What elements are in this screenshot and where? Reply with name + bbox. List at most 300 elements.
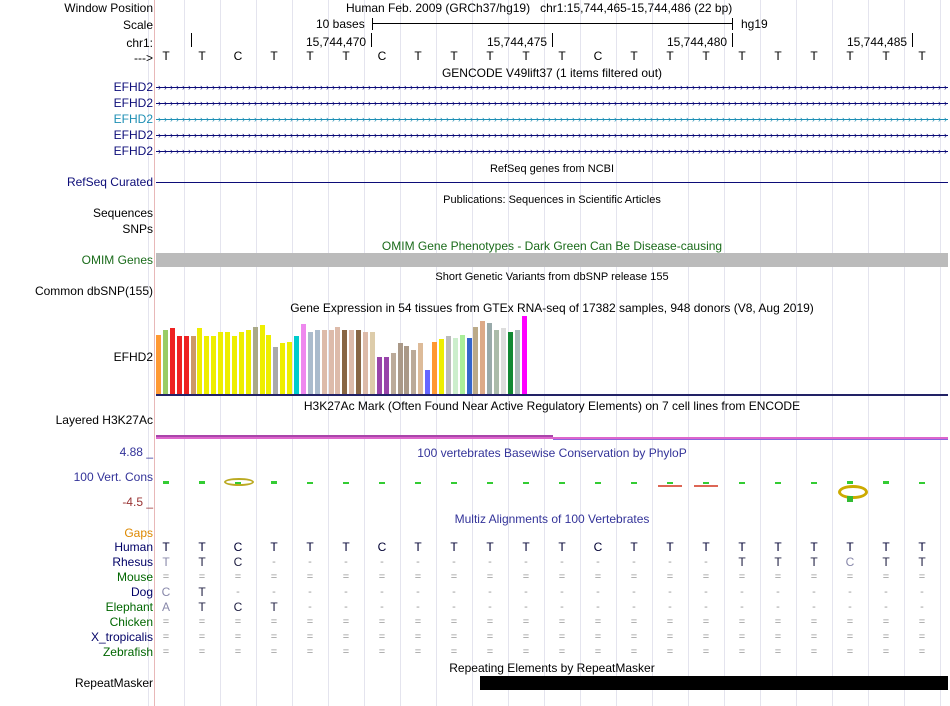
aligned-base: =	[414, 571, 422, 583]
phylop-score-mark	[775, 482, 781, 484]
gencode-transcript-label[interactable]: EFHD2	[113, 128, 153, 142]
gencode-strand-arrow: ›	[326, 98, 329, 108]
gtex-tissue-bar[interactable]	[460, 335, 465, 394]
aligned-base: =	[234, 646, 242, 658]
aligned-base: -	[308, 586, 312, 598]
gencode-strand-arrow: ›	[224, 146, 227, 156]
gtex-tissue-bar[interactable]	[329, 330, 334, 394]
multiz-species-label[interactable]: Dog	[130, 585, 153, 599]
gtex-track-label[interactable]: EFHD2	[113, 350, 153, 364]
repeatmasker-track-label[interactable]: RepeatMasker	[74, 676, 153, 690]
gtex-tissue-bar[interactable]	[184, 336, 189, 394]
gencode-strand-arrow: ›	[254, 114, 257, 124]
gencode-strand-arrow: ›	[320, 146, 323, 156]
gtex-tissue-bar[interactable]	[501, 328, 506, 394]
gencode-strand-arrow: ›	[488, 130, 491, 140]
gaps-label[interactable]: Gaps	[124, 526, 153, 540]
gtex-tissue-bar[interactable]	[487, 323, 492, 394]
gencode-strand-arrow: ›	[470, 82, 473, 92]
omim-track-label[interactable]: OMIM Genes	[81, 253, 153, 267]
gencode-strand-arrow: ›	[590, 82, 593, 92]
phylop-score-mark	[271, 481, 277, 484]
multiz-species-label[interactable]: Rhesus	[112, 555, 153, 569]
gencode-strand-arrow: ›	[176, 146, 179, 156]
gtex-tissue-bar[interactable]	[473, 327, 478, 394]
publications-snps-label[interactable]: SNPs	[122, 222, 153, 236]
gtex-tissue-bar[interactable]	[239, 332, 244, 394]
multiz-species-label[interactable]: Chicken	[109, 615, 153, 629]
gtex-tissue-bar[interactable]	[453, 338, 458, 394]
gencode-strand-arrow: ›	[944, 98, 947, 108]
gencode-strand-arrow: ›	[554, 130, 557, 140]
gtex-tissue-bar[interactable]	[301, 324, 306, 394]
gencode-strand-arrow: ›	[830, 82, 833, 92]
gencode-strand-arrow: ›	[938, 114, 941, 124]
gencode-strand-arrow: ›	[632, 82, 635, 92]
gencode-strand-arrow: ›	[248, 114, 251, 124]
gtex-tissue-bar[interactable]	[191, 336, 196, 394]
gencode-strand-arrow: ›	[524, 146, 527, 156]
aligned-base: -	[416, 556, 420, 568]
gencode-strand-arrow: ›	[770, 130, 773, 140]
gencode-strand-arrow: ›	[848, 114, 851, 124]
gencode-strand-arrow: ›	[500, 98, 503, 108]
gtex-tissue-bar[interactable]	[294, 336, 299, 394]
gtex-tissue-bar[interactable]	[246, 330, 251, 394]
aligned-base: -	[740, 601, 744, 613]
gencode-strand-arrow: ›	[752, 98, 755, 108]
gencode-strand-arrow: ›	[764, 130, 767, 140]
gencode-strand-arrow: ›	[404, 114, 407, 124]
ruler-tick	[732, 33, 733, 47]
gencode-strand-arrow: ›	[758, 114, 761, 124]
gencode-strand-arrow: ›	[842, 98, 845, 108]
gencode-strand-arrow: ›	[710, 130, 713, 140]
gencode-strand-arrow: ›	[434, 98, 437, 108]
gencode-strand-arrow: ›	[248, 82, 251, 92]
gencode-strand-arrow: ›	[422, 98, 425, 108]
reference-base: C	[593, 49, 603, 63]
reference-base: T	[162, 49, 170, 63]
gencode-strand-arrow: ›	[374, 98, 377, 108]
aligned-base: -	[740, 586, 744, 598]
gencode-strand-arrow: ›	[878, 130, 881, 140]
gencode-strand-arrow: ›	[254, 98, 257, 108]
reference-base: T	[198, 49, 206, 63]
gencode-strand-arrow: ›	[854, 130, 857, 140]
gtex-tissue-bar[interactable]	[266, 335, 271, 394]
gencode-strand-arrow: ›	[278, 130, 281, 140]
gencode-strand-arrow: ›	[686, 82, 689, 92]
gtex-tissue-bar[interactable]	[467, 338, 472, 394]
gencode-strand-arrow: ›	[422, 146, 425, 156]
gtex-tissue-bar[interactable]	[356, 330, 361, 394]
gencode-strand-arrow: ›	[416, 114, 419, 124]
gtex-tissue-bar[interactable]	[446, 336, 451, 394]
gencode-strand-arrow: ›	[470, 114, 473, 124]
gtex-tissue-bar[interactable]	[342, 330, 347, 394]
gencode-strand-arrow: ›	[716, 82, 719, 92]
gencode-strand-arrow: ›	[752, 82, 755, 92]
refseq-gene-line[interactable]	[156, 182, 948, 183]
gtex-tissue-bar[interactable]	[322, 330, 327, 394]
gencode-strand-arrow: ›	[848, 98, 851, 108]
gencode-strand-arrow: ›	[734, 130, 737, 140]
gencode-strand-arrow: ›	[356, 146, 359, 156]
phylop-score-mark	[631, 482, 637, 484]
gencode-strand-arrow: ›	[698, 114, 701, 124]
aligned-base: =	[198, 571, 206, 583]
gtex-tissue-bar[interactable]	[260, 325, 265, 394]
gencode-strand-arrow: ›	[578, 82, 581, 92]
reference-base: T	[486, 49, 494, 63]
gencode-strand-arrow: ›	[842, 146, 845, 156]
gencode-strand-arrow: ›	[158, 114, 161, 124]
gencode-strand-arrow: ›	[572, 82, 575, 92]
aligned-base: =	[918, 631, 926, 643]
h3k27ac-track-label[interactable]: Layered H3K27Ac	[55, 413, 153, 427]
gencode-strand-arrow: ›	[944, 82, 947, 92]
gencode-strand-arrow: ›	[662, 114, 665, 124]
gencode-strand-arrow: ›	[302, 114, 305, 124]
gtex-tissue-bar[interactable]	[418, 343, 423, 394]
gtex-tissue-bar[interactable]	[439, 339, 444, 394]
gtex-tissue-bar[interactable]	[398, 343, 403, 394]
gencode-strand-arrow: ›	[320, 130, 323, 140]
gtex-tissue-bar[interactable]	[218, 332, 223, 394]
gencode-strand-arrow: ›	[524, 98, 527, 108]
gencode-strand-arrow: ›	[170, 82, 173, 92]
gencode-strand-arrow: ›	[392, 98, 395, 108]
aligned-base: -	[668, 556, 672, 568]
gencode-strand-arrow: ›	[728, 82, 731, 92]
aligned-base: =	[450, 571, 458, 583]
reference-base: C	[233, 49, 243, 63]
gtex-tissue-bar[interactable]	[211, 336, 216, 394]
gtex-tissue-bar[interactable]	[384, 357, 389, 394]
gencode-strand-arrow: ›	[704, 114, 707, 124]
aligned-base: =	[270, 571, 278, 583]
gencode-strand-arrow: ›	[908, 130, 911, 140]
gtex-tissue-bar[interactable]	[170, 328, 175, 394]
gencode-strand-arrow: ›	[446, 146, 449, 156]
gencode-strand-arrow: ›	[164, 98, 167, 108]
gtex-tissue-bar[interactable]	[280, 343, 285, 394]
gencode-strand-arrow: ›	[308, 98, 311, 108]
gencode-strand-arrow: ›	[500, 82, 503, 92]
gtex-tissue-bar[interactable]	[308, 332, 313, 394]
omim-track-title: OMIM Gene Phenotypes - Dark Green Can Be Disease-causing	[381, 239, 723, 253]
gencode-strand-arrow: ›	[410, 114, 413, 124]
gencode-strand-arrow: ›	[452, 98, 455, 108]
gtex-tissue-bar[interactable]	[480, 321, 485, 394]
gtex-tissue-bar[interactable]	[197, 328, 202, 394]
phylop-track-label[interactable]: 100 Vert. Cons	[73, 470, 153, 484]
gencode-strand-arrow: ›	[644, 98, 647, 108]
gencode-strand-arrow: ›	[164, 82, 167, 92]
gencode-strand-arrow: ›	[260, 82, 263, 92]
aligned-base: -	[920, 601, 924, 613]
gencode-strand-arrow: ›	[482, 98, 485, 108]
gencode-strand-arrow: ›	[872, 130, 875, 140]
gencode-strand-arrow: ›	[866, 146, 869, 156]
gtex-tissue-bar[interactable]	[515, 330, 520, 394]
reference-base: T	[450, 49, 458, 63]
gencode-strand-arrow: ›	[518, 98, 521, 108]
scale-text: 10 bases	[316, 17, 365, 31]
gencode-strand-arrow: ›	[578, 98, 581, 108]
dbsnp-track-label[interactable]: Common dbSNP(155)	[34, 284, 153, 298]
gencode-strand-arrow: ›	[746, 130, 749, 140]
gencode-strand-arrow: ›	[734, 146, 737, 156]
gtex-tissue-bar[interactable]	[411, 350, 416, 394]
gencode-strand-arrow: ›	[530, 130, 533, 140]
gencode-strand-arrow: ›	[218, 114, 221, 124]
gencode-strand-arrow: ›	[188, 146, 191, 156]
aligned-base: =	[162, 571, 170, 583]
gtex-tissue-bar[interactable]	[349, 330, 354, 394]
gtex-tissue-bar[interactable]	[363, 332, 368, 394]
gencode-strand-arrow: ›	[656, 130, 659, 140]
gencode-strand-arrow: ›	[836, 82, 839, 92]
gencode-strand-arrow: ›	[578, 114, 581, 124]
gencode-strand-arrow: ›	[614, 82, 617, 92]
gencode-strand-arrow: ›	[332, 130, 335, 140]
gtex-tissue-bar[interactable]	[522, 316, 527, 394]
reference-base: T	[306, 49, 314, 63]
gencode-strand-arrow: ›	[194, 98, 197, 108]
h3k27ac-signal[interactable]	[156, 434, 948, 441]
gencode-strand-arrow: ›	[506, 146, 509, 156]
aligned-base: =	[774, 646, 782, 658]
gtex-tissue-bar[interactable]	[391, 353, 396, 394]
gencode-strand-arrow: ›	[782, 82, 785, 92]
gencode-strand-arrow: ›	[674, 146, 677, 156]
gencode-strand-arrow: ›	[722, 146, 725, 156]
gtex-tissue-bar[interactable]	[273, 347, 278, 394]
omim-gene-bar[interactable]	[156, 253, 948, 267]
gencode-strand-arrow: ›	[218, 146, 221, 156]
reference-base: T	[774, 49, 782, 63]
gencode-strand-arrow: ›	[656, 114, 659, 124]
aligned-base: -	[812, 586, 816, 598]
gencode-strand-arrow: ›	[938, 130, 941, 140]
gencode-strand-arrow: ›	[668, 82, 671, 92]
gencode-strand-arrow: ›	[428, 82, 431, 92]
gencode-strand-arrow: ›	[242, 114, 245, 124]
aligned-base: =	[342, 616, 350, 628]
phylop-logo-g	[847, 496, 853, 502]
gencode-strand-arrow: ›	[284, 130, 287, 140]
gencode-strand-arrow: ›	[560, 146, 563, 156]
gencode-strand-arrow: ›	[758, 130, 761, 140]
aligned-base: =	[378, 616, 386, 628]
gencode-transcript-label[interactable]: EFHD2	[113, 96, 153, 110]
gtex-tissue-bar[interactable]	[377, 357, 382, 394]
gencode-strand-arrow: ›	[536, 146, 539, 156]
gencode-strand-arrow: ›	[908, 114, 911, 124]
phylop-score-mark	[415, 482, 421, 484]
aligned-base: =	[522, 631, 530, 643]
gencode-strand-arrow: ›	[242, 130, 245, 140]
gencode-strand-arrow: ›	[608, 130, 611, 140]
gencode-strand-arrow: ›	[932, 114, 935, 124]
aligned-base: =	[198, 631, 206, 643]
gencode-strand-arrow: ›	[860, 82, 863, 92]
gencode-strand-arrow: ›	[776, 130, 779, 140]
publications-sequences-label[interactable]: Sequences	[92, 206, 153, 220]
gencode-strand-arrow: ›	[638, 114, 641, 124]
gtex-tissue-bar[interactable]	[204, 336, 209, 394]
gencode-strand-arrow: ›	[542, 82, 545, 92]
gtex-tissue-bar[interactable]	[225, 332, 230, 394]
gencode-strand-arrow: ›	[770, 146, 773, 156]
multiz-species-label[interactable]: X_tropicalis	[90, 630, 153, 644]
gtex-track-title: Gene Expression in 54 tissues from GTEx RNA-seq of 17382 samples, 948 donors (V8, Aug 2019)	[290, 301, 814, 315]
gencode-strand-arrow: ›	[794, 114, 797, 124]
gencode-strand-arrow: ›	[752, 146, 755, 156]
window-position-label: Window Position	[64, 1, 153, 15]
position-label: 15,744,475	[487, 35, 548, 49]
gtex-tissue-bar[interactable]	[156, 335, 161, 394]
multiz-species-label[interactable]: Mouse	[116, 570, 153, 584]
gencode-strand-arrow: ›	[590, 146, 593, 156]
aligned-base: T	[882, 555, 890, 569]
gencode-strand-arrow: ›	[794, 146, 797, 156]
gtex-tissue-bar[interactable]	[432, 342, 437, 394]
aligned-base: T	[198, 555, 206, 569]
aligned-base: T	[918, 555, 926, 569]
gencode-strand-arrow: ›	[254, 130, 257, 140]
aligned-base: =	[558, 646, 566, 658]
gtex-tissue-bar[interactable]	[232, 336, 237, 394]
gencode-strand-arrow: ›	[638, 146, 641, 156]
gtex-tissue-bar[interactable]	[425, 370, 430, 394]
gtex-tissue-bar[interactable]	[494, 330, 499, 394]
gtex-tissue-bar[interactable]	[163, 330, 168, 394]
h3k27ac-track-title: H3K27Ac Mark (Often Found Near Active Regulatory Elements) on 7 cell lines from ENCODE	[303, 399, 801, 413]
aligned-base: =	[846, 616, 854, 628]
gencode-strand-arrow: ›	[200, 130, 203, 140]
phylop-max-label: 4.88 _	[119, 445, 153, 459]
gencode-strand-arrow: ›	[350, 130, 353, 140]
gencode-strand-arrow: ›	[776, 98, 779, 108]
phylop-score-mark	[451, 482, 457, 484]
gencode-strand-arrow: ›	[470, 98, 473, 108]
gencode-strand-arrow: ›	[260, 114, 263, 124]
gencode-strand-arrow: ›	[422, 130, 425, 140]
gencode-strand-arrow: ›	[788, 146, 791, 156]
repeatmasker-element[interactable]	[480, 676, 948, 690]
multiz-species-label[interactable]: Zebrafish	[102, 645, 153, 659]
gencode-strand-arrow: ›	[560, 130, 563, 140]
gencode-strand-arrow: ›	[842, 82, 845, 92]
gencode-strand-arrow: ›	[722, 114, 725, 124]
gencode-strand-arrow: ›	[602, 114, 605, 124]
gencode-strand-arrow: ›	[236, 114, 239, 124]
gencode-strand-arrow: ›	[530, 146, 533, 156]
gencode-strand-arrow: ›	[518, 130, 521, 140]
gencode-strand-arrow: ›	[632, 114, 635, 124]
gtex-tissue-bar[interactable]	[315, 330, 320, 394]
gtex-tissue-bar[interactable]	[404, 346, 409, 394]
aligned-base: =	[630, 571, 638, 583]
gencode-strand-arrow: ›	[806, 146, 809, 156]
gencode-transcript-label[interactable]: EFHD2	[113, 80, 153, 94]
gencode-strand-arrow: ›	[458, 130, 461, 140]
gencode-strand-arrow: ›	[860, 146, 863, 156]
gencode-strand-arrow: ›	[164, 114, 167, 124]
gencode-strand-arrow: ›	[296, 146, 299, 156]
gtex-tissue-bar[interactable]	[177, 336, 182, 394]
gencode-strand-arrow: ›	[896, 146, 899, 156]
gencode-strand-arrow: ›	[902, 82, 905, 92]
gtex-tissue-bar[interactable]	[253, 327, 258, 394]
gencode-strand-arrow: ›	[830, 130, 833, 140]
multiz-species-label[interactable]: Human	[114, 540, 153, 554]
gtex-tissue-bar[interactable]	[370, 332, 375, 394]
gencode-strand-arrow: ›	[836, 130, 839, 140]
gencode-strand-arrow: ›	[812, 114, 815, 124]
aligned-base: =	[162, 646, 170, 658]
gencode-transcript-label[interactable]: EFHD2	[113, 112, 153, 126]
gencode-strand-arrow: ›	[638, 82, 641, 92]
gencode-strand-arrow: ›	[278, 114, 281, 124]
refseq-track-label[interactable]: RefSeq Curated	[66, 175, 153, 189]
aligned-base: -	[848, 586, 852, 598]
gencode-strand-arrow: ›	[614, 98, 617, 108]
gencode-strand-arrow: ›	[548, 98, 551, 108]
gencode-strand-arrow: ›	[458, 98, 461, 108]
multiz-species-label[interactable]: Elephant	[105, 600, 153, 614]
gencode-strand-arrow: ›	[596, 130, 599, 140]
gencode-strand-arrow: ›	[446, 130, 449, 140]
gencode-strand-arrow: ›	[494, 146, 497, 156]
gencode-strand-arrow: ›	[452, 130, 455, 140]
gencode-strand-arrow: ›	[698, 98, 701, 108]
gencode-strand-arrow: ›	[920, 82, 923, 92]
gencode-strand-arrow: ›	[356, 82, 359, 92]
reference-base: T	[414, 49, 422, 63]
aligned-base: -	[668, 601, 672, 613]
publications-track-title: Publications: Sequences in Scientific Articles	[443, 194, 661, 206]
aligned-base: -	[812, 601, 816, 613]
gencode-strand-arrow: ›	[932, 98, 935, 108]
aligned-base: -	[308, 556, 312, 568]
aligned-base: T	[558, 540, 566, 554]
gencode-strand-arrow: ›	[584, 114, 587, 124]
aligned-base: =	[270, 646, 278, 658]
gencode-strand-arrow: ›	[362, 130, 365, 140]
aligned-base: =	[414, 616, 422, 628]
gencode-strand-arrow: ›	[938, 146, 941, 156]
aligned-base: =	[198, 646, 206, 658]
gencode-strand-arrow: ›	[824, 146, 827, 156]
chrom-label: chr1:	[126, 36, 153, 50]
gencode-strand-arrow: ›	[860, 130, 863, 140]
gencode-strand-arrow: ›	[212, 98, 215, 108]
gtex-tissue-bar[interactable]	[287, 342, 292, 394]
gencode-transcript-label[interactable]: EFHD2	[113, 144, 153, 158]
gtex-tissue-bar[interactable]	[335, 327, 340, 394]
gencode-strand-arrow: ›	[566, 114, 569, 124]
gencode-strand-arrow: ›	[404, 146, 407, 156]
gencode-strand-arrow: ›	[758, 146, 761, 156]
gtex-tissue-bar[interactable]	[508, 332, 513, 394]
gencode-strand-arrow: ›	[728, 114, 731, 124]
aligned-base: -	[704, 586, 708, 598]
gencode-strand-arrow: ›	[926, 130, 929, 140]
